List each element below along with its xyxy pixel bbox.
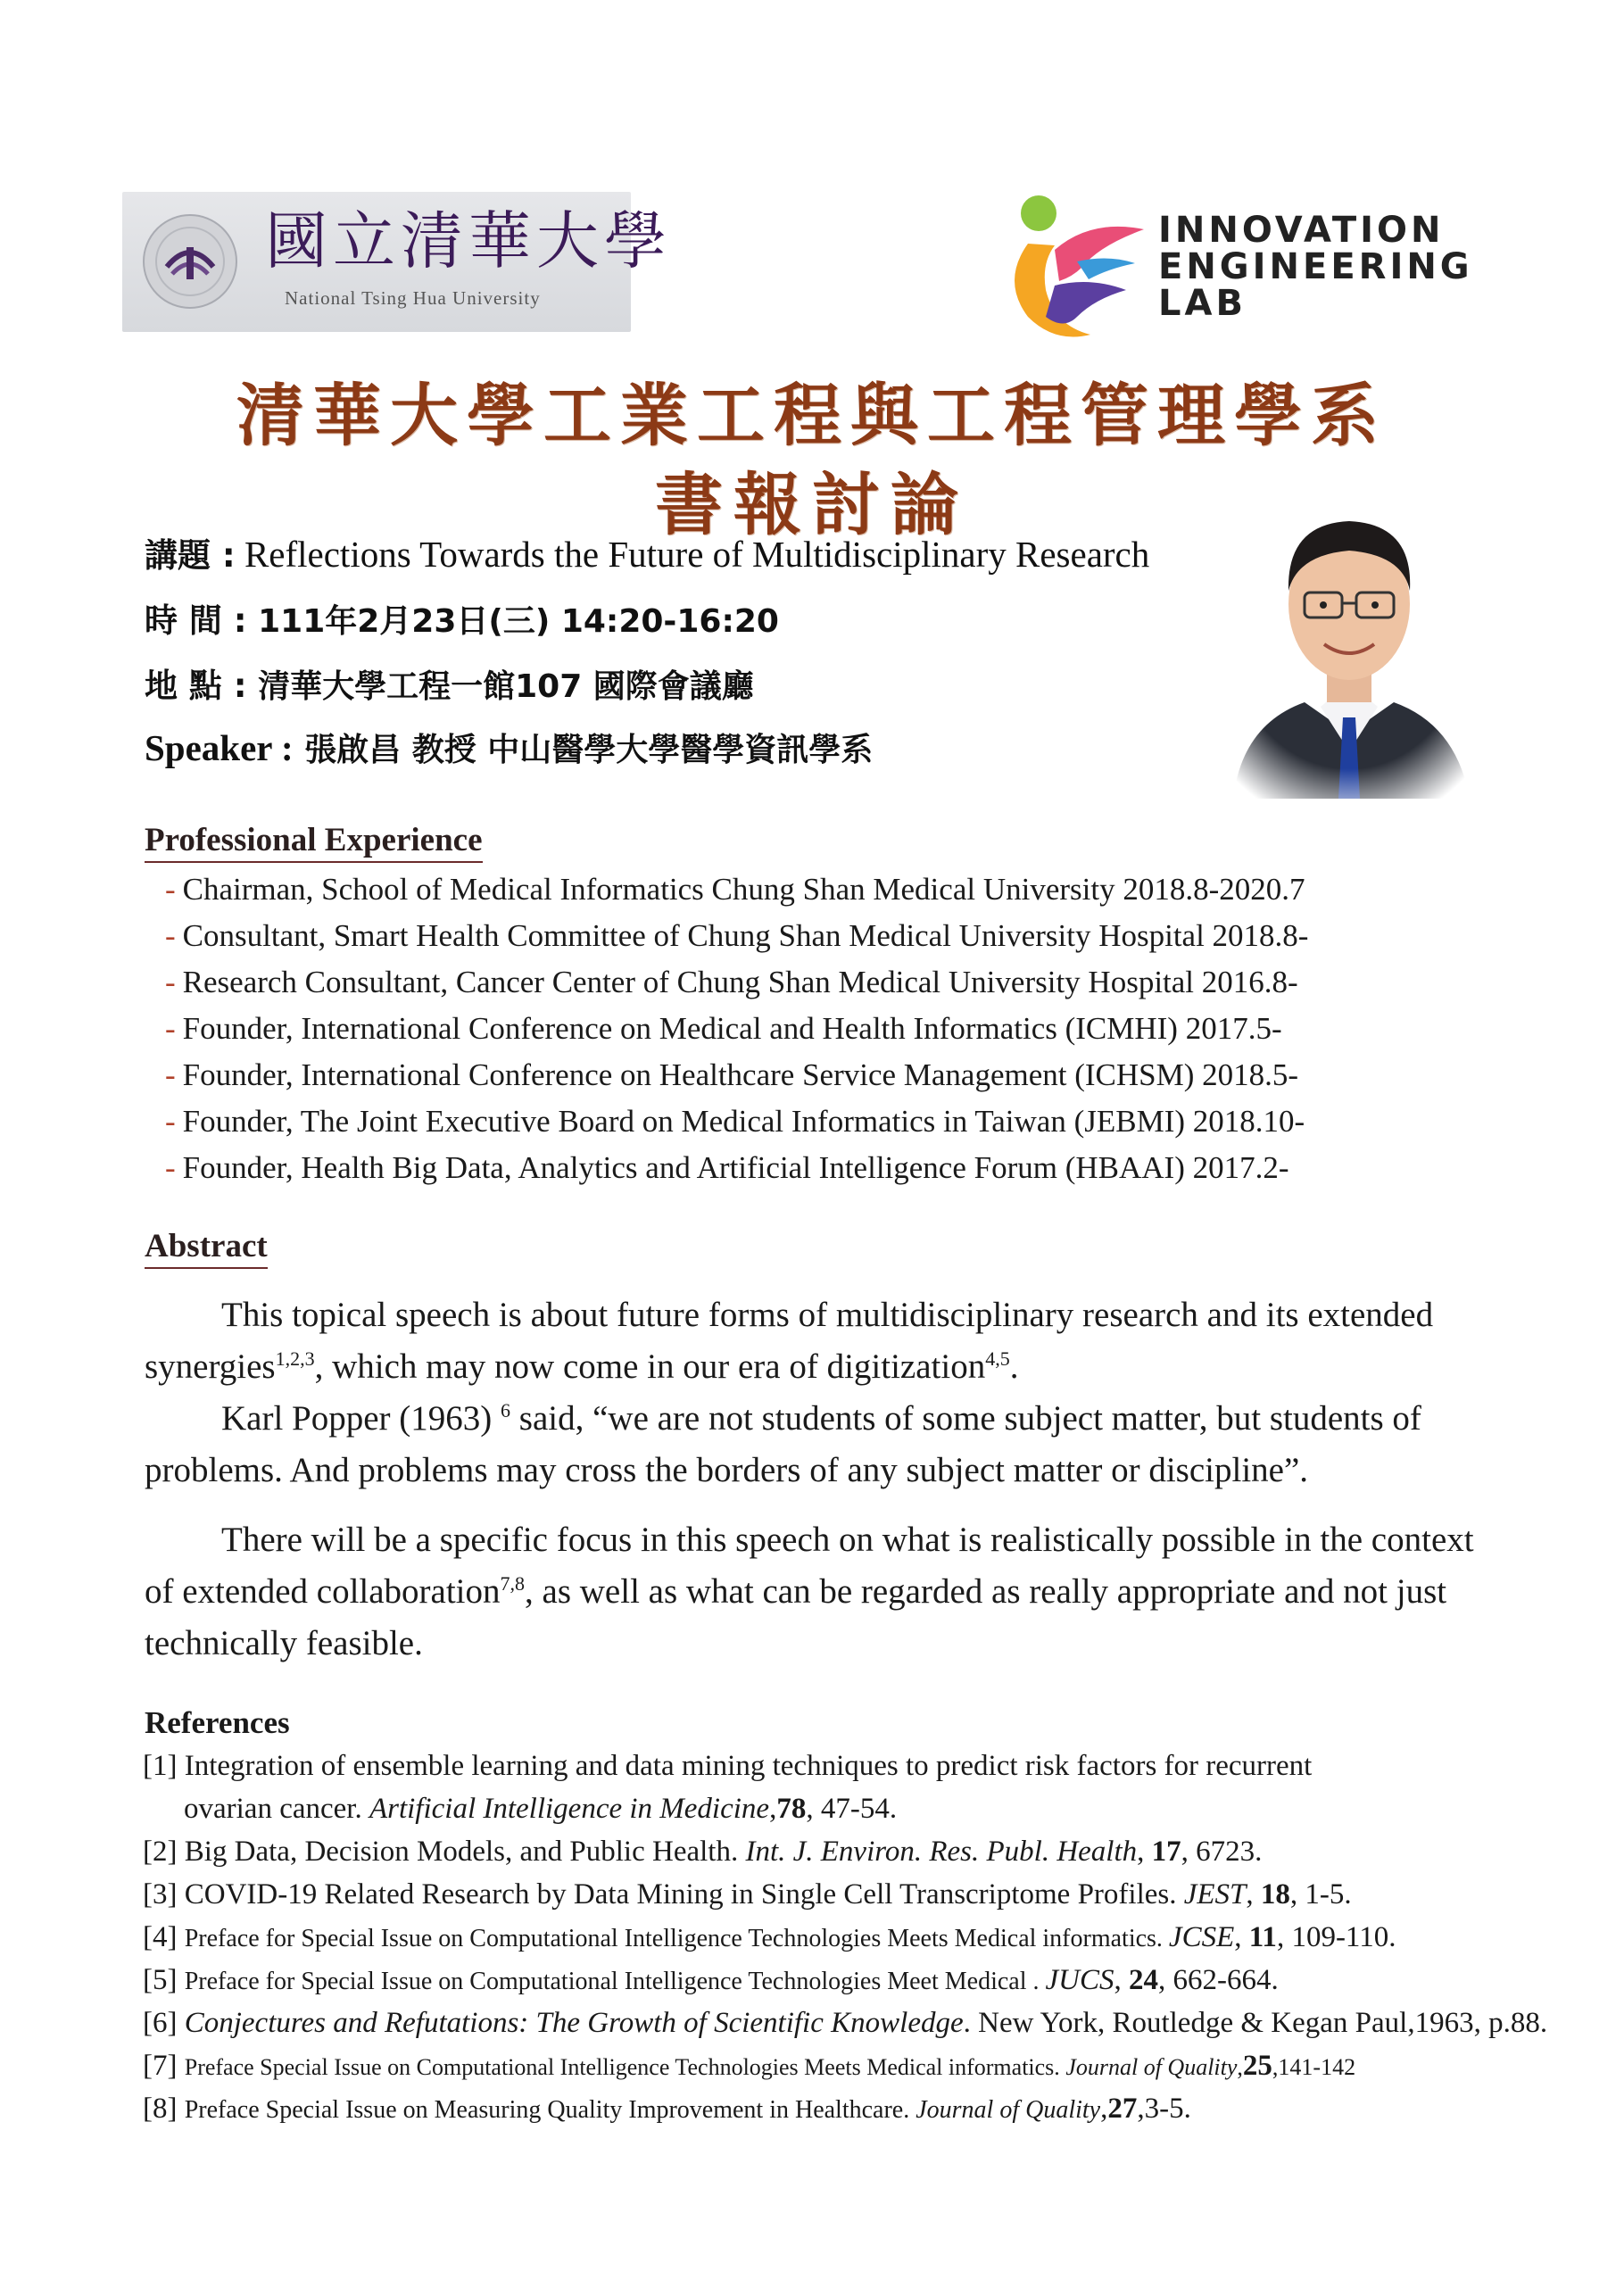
place-value: 清華大學工程一館107 國際會議廳 (246, 668, 754, 705)
topic-label: 講題 : (145, 536, 236, 575)
nthu-seal-icon (140, 211, 240, 311)
reference-item-continued: ovarian cancer. Artificial Intelligence in Medicine,78, 47-54. (184, 1793, 898, 1825)
reference-item: [7] Preface Special Issue on Computational Intelligence Technologies Meets Medical informatics. Journal of Quality,25,141-142 (143, 2050, 1356, 2082)
abstract-paragraph-2: Karl Popper (1963) $^6$ said, “we are not students of some subject matter, but students of problems. And problems may cross the borders of any subject matter or discipline”. (145, 1399, 1421, 1489)
place-label: 地 點 : (145, 667, 247, 705)
references-heading: References (145, 1705, 290, 1740)
time-label: 時 間 : (145, 601, 247, 640)
reference-item: [1] Integration of ensemble learning and data mining techniques to predict risk factors for recurrent (143, 1750, 1313, 1782)
experience-list (165, 872, 1308, 1197)
reference-item: [8] Preface Special Issue on Measuring Quality Improvement in Healthcare. Journal of Quality,27,3-5. (143, 2093, 1191, 2125)
reference-item: [4] Preface for Special Issue on Computational Intelligence Technologies Meets Medical informatics. JCSE, 11, 109-110. (143, 1921, 1396, 1953)
lab-line-3: LAB (1158, 283, 1247, 324)
speaker-label: Speaker : (145, 727, 294, 768)
place-line (145, 659, 754, 707)
abstract-paragraph-3: There will be a specific focus in this speech on what is realistically possible in the context of extended collaboration$^{7,8}$, as well as what can be regarded as really appropriate and not just technically feasible. (145, 1521, 1474, 1662)
list-item: - Founder, International Conference on Medical and Health Informatics (ICMHI) 2017.5- (165, 1011, 1282, 1046)
reference-item: [2] Big Data, Decision Models, and Public Health. Int. J. Environ. Res. Publ. Health, 17, 6723. (143, 1836, 1263, 1868)
abstract-body (145, 1289, 1501, 1670)
nthu-logo (122, 192, 672, 332)
speaker-photo (1215, 484, 1483, 799)
abstract-heading: Abstract (145, 1227, 268, 1269)
speaker-line (145, 725, 873, 770)
seminar-title: 書報討論 (655, 465, 969, 544)
list-item: - Consultant, Smart Health Committee of Chung Shan Medical University Hospital 2018.8- (165, 918, 1309, 953)
list-item: - Founder, International Conference on Healthcare Service Management (ICHSM) 2018.5- (165, 1057, 1299, 1092)
time-value: 111年2月23日(三) 14:20-16:20 (246, 603, 779, 640)
list-item: - Chairman, School of Medical Informatics Chung Shan Medical University 2018.8-2020.7 (165, 872, 1305, 907)
innovation-lab-logo-icon (992, 183, 1162, 352)
nthu-chinese-name: 國立清華大學 (265, 204, 672, 278)
reference-item: [6] Conjectures and Refutations: The Growth of Scientific Knowledge. New York, Routledge & Kegan Paul,1963, p.88. (143, 2007, 1548, 2039)
lab-line-1: INNOVATION (1158, 210, 1445, 251)
list-item: - Founder, The Joint Executive Board on Medical Informatics in Taiwan (JEBMI) 2018.10- (165, 1104, 1305, 1139)
speaker-value: 張啟昌 教授 中山醫學大學醫學資訊學系 (293, 732, 874, 768)
topic-line (145, 528, 1149, 576)
topic-value: Reflections Towards the Future of Multidisciplinary Research (235, 534, 1150, 575)
innovation-lab-logo-text (1158, 212, 1473, 322)
lab-line-2: ENGINEERING (1158, 246, 1473, 287)
reference-item: [5] Preface for Special Issue on Computational Intelligence Technologies Meet Medical . JUCS, 24, 662-664. (143, 1964, 1279, 1996)
list-item: - Founder, Health Big Data, Analytics and Artificial Intelligence Forum (HBAAI) 2017.2- (165, 1150, 1289, 1185)
abstract-paragraph-1: This topical speech is about future forms of multidisciplinary research and its extended synergies$^{1,2,3}$, which may now come in our era of digitization$^{4,5}$. (145, 1296, 1434, 1386)
experience-heading: Professional Experience (145, 821, 483, 863)
list-item: - Research Consultant, Cancer Center of Chung Shan Medical University Hospital 2016.8- (165, 965, 1298, 999)
nthu-english-name: National Tsing Hua University (285, 287, 541, 309)
references-list (143, 1745, 1548, 2130)
time-line (145, 593, 779, 642)
reference-item: [3] COVID-19 Related Research by Data Mining in Single Cell Transcriptome Profiles. JEST, 18, 1-5. (143, 1878, 1352, 1911)
department-title: 清華大學工業工程與工程管理學系 (236, 376, 1388, 455)
